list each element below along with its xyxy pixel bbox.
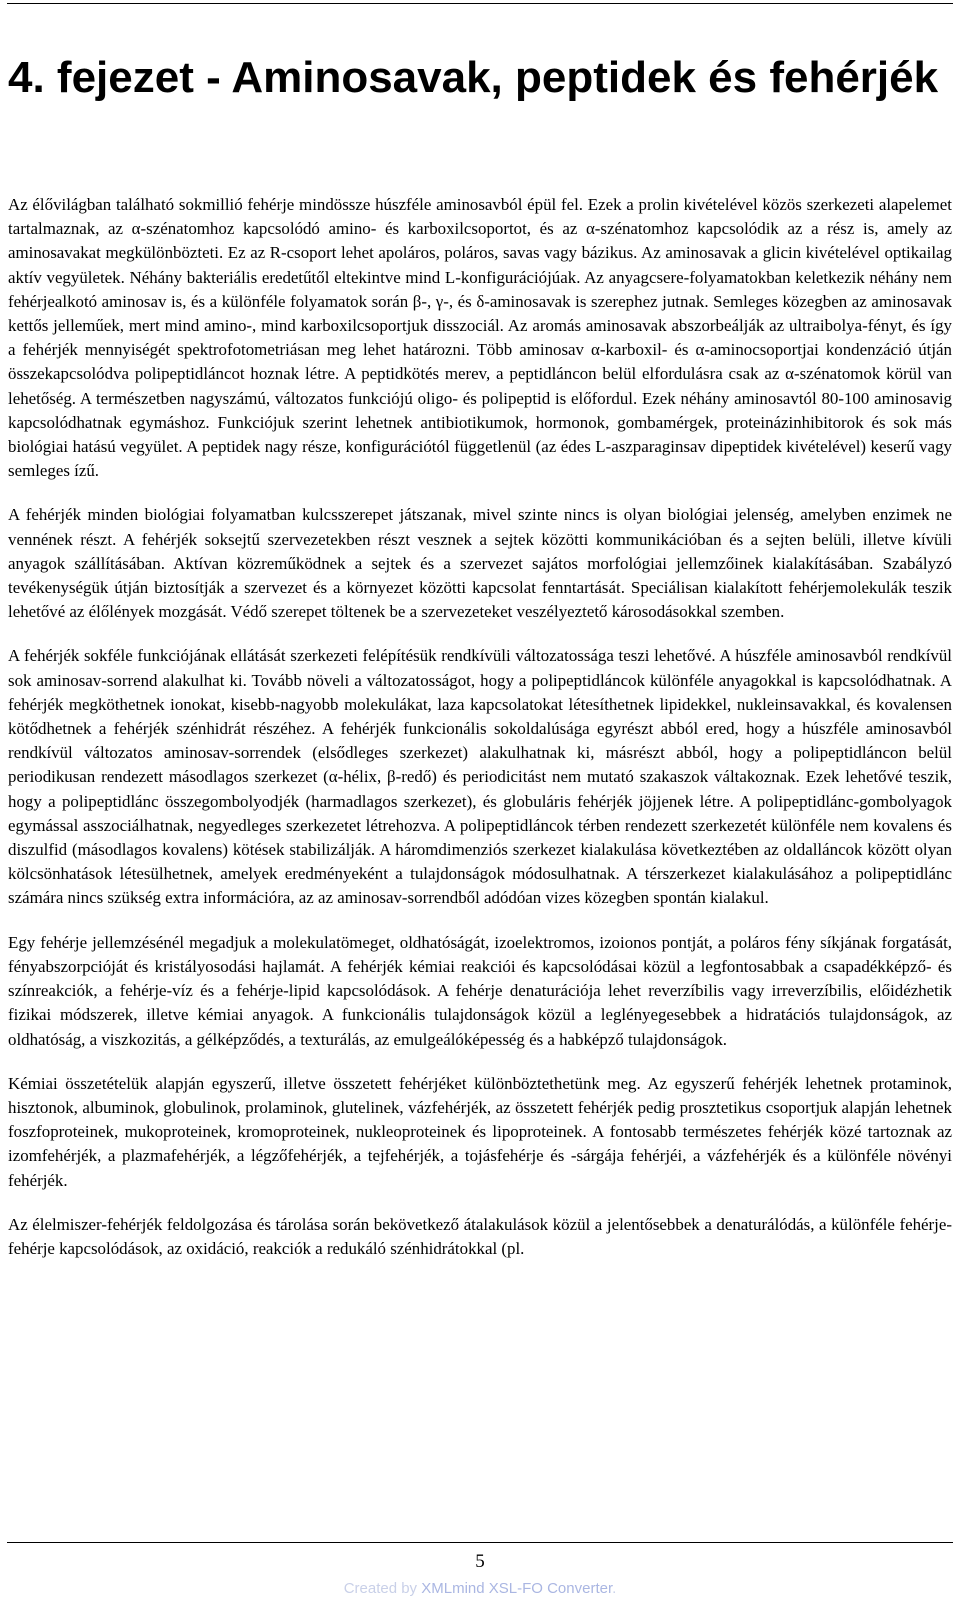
paragraph-5: Kémiai összetételük alapján egyszerű, illetve összetett fehérjéket különböztethetünk meg. Az egyszerű fehérjék lehetnek protaminok, hisztonok, albuminok, globulinok, prolaminok, glutelinek, vázfehérjék, az összetett fehérjék pedig prosztetikus csoportjuk alapján lehetnek foszfoproteinek, mukoproteinek, kromoproteinek, nukleoproteinek és lipoproteinek. A fontosabb természetes fehérjék közé tartoznak az izomfehérjék, a plazmafehérjék, a légzőfehérjék, a tejfehérjék, a tojásfehérje és -sárgája fehérjéi, a vázfehérjék és a különféle növényi fehérjék. <box>8 1073 952 1190</box>
paragraph-3: A fehérjék sokféle funkciójának ellátását szerkezeti felépítésük rendkívüli változatossága teszi lehetővé. A húszféle aminosavból rendkívül sok aminosav-sorrend alakulhat ki. Tovább növeli a változatosságot, hogy a polipeptidláncok különféle anyagokkal is kapcsolódhatnak. A fehérjék megköthetnek ionokat, kisebb-nagyobb molekulákat, laza kapcsolatokat létesíthetnek lipidekkel, nukleinsavakkal, és kovalensen kötődhetnek a fehérjék szénhidrát részéhez. A fehérjék funkcionális sokoldalúsága egyrészt abból ered, hogy a húszféle aminosavból rendkívül változatos aminosav-sorrendek (elsődleges szerkezet) alakulhatnak ki, másrészt abból, hogy a polipeptidláncon belül periodikusan rendezett másodlagos szerkezet (α-hélix, β-redő) és periodicitást nem mutató szakaszok váltakoznak. Ezek lehetővé teszik, hogy a polipeptidlánc összegombolyodjék (harmadlagos szerkezet), és globuláris fehérjék jöjjenek létre. A polipeptidlánc-gombolyagok egymással asszociálhatnak, negyedleges szerkezetet létrehozva. A polipeptidláncok térben rendezett szerkezetét különféle nem kovalens és diszulfid (másodlagos kovalens) kötések stabilizálják. A háromdimenziós szerkezet kialakulása következtében az oldalláncok között olyan kölcsönhatások létesülhetnek, amelyek eredményeként a tulajdonságok módosulhatnak. A térszerkezet kialakulásához a polipeptidlánc számára nincs szükség extra információra, az az aminosav-sorrendből adódóan vizes közegben spontán kialakul. <box>8 646 952 908</box>
chapter-title: 4. fejezet - Aminosavak, peptidek és fehérjék <box>8 53 939 102</box>
page-number: 5 <box>475 1551 485 1572</box>
chapter-body <box>8 193 952 1281</box>
paragraph-4: Egy fehérje jellemzésénél megadjuk a molekulatömeget, oldhatóságát, izoelektromos, izoionos pontját, a poláros fény síkjának forgatását, fényabszorpcióját és kristályosodási hajlamát. A fehérjék kémiai reakciói és kapcsolódásai közül a legfontosabbak a csapadékképző- és színreakciók, a fehérje-víz és a fehérje-lipid kapcsolódások. A fehérje denaturációja lehet reverzíbilis vagy irreverzíbilis, előidézhetik fizikai módszerek, illetve kémiai anyagok. A funkcionális tulajdonságok közül a leglényegesebbek a hidratációs tulajdonságok, az oldhatóság, a viszkozitás, a gélképződés, a texturálás, az emulgeálóképesség és a habképző tulajdonságok. <box>8 932 952 1049</box>
watermark-link[interactable]: XMLmind XSL-FO Converter <box>421 1580 613 1597</box>
footer-rule <box>7 1542 953 1543</box>
watermark-prefix: Created by <box>343 1580 422 1597</box>
paragraph-2: A fehérjék minden biológiai folyamatban kulcsszerepet játszanak, mivel szinte nincs is olyan biológiai jelenség, amelyben enzimek ne vennének részt. A fehérjék soksejtű szervezetekben részt vesznek a sejtek közötti kommunikációban és a sejten belüli, illetve kívüli anyagok szállításában. Aktívan közreműködnek a sejtek és a szervezet sajátos morfológiai jellemzőinek kialakításában. Szabályzó tevékenységük útján biztosítják a szervezet és a környezet közötti kapcsolat fenntartását. Speciálisan kialakított fehérjemolekulák teszik lehetővé az élőlények mozgását. Védő szerepet töltenek be a szervezeteket veszélyeztető károsodásokkal szemben. <box>8 505 952 622</box>
header-rule <box>7 3 953 4</box>
paragraph-6: Az élelmiszer-fehérjék feldolgozása és tárolása során bekövetkező átalakulások közül a jelentősebbek a denaturálódás, a különféle fehérje-fehérje kapcsolódások, az oxidáció, reakciók a redukáló szénhidrátokkal (pl. <box>8 1214 952 1258</box>
paragraph-1: Az élővilágban található sokmillió fehérje mindössze húszféle aminosavból épül fel. Ezek a prolin kivételével közös szerkezeti alapelemet tartalmaznak, az α-szénatomhoz kapcsolódó amino- és karboxilcsoportot, és az α-szénatomhoz kapcsolódik az a rész is, amely az aminosavakat megkülönbözteti. Ez az R-csoport lehet apoláros, poláros, savas vagy bázikus. Az aminosavak a glicin kivételével optikailag aktív vegyületek. Néhány bakteriális eredetűtől eltekintve mind L-konfigurációjúak. Az anyagcsere-folyamatokban keletkezik néhány nem fehérjealkotó aminosav is, és a különféle folyamatok során β-, γ-, és δ-aminosavak is szerephez jutnak. Semleges közegben az aminosavak kettős jelleműek, mert mind amino-, mind karboxilcsoportjuk disszociál. Az aromás aminosavak abszorbeálják az ultraibolya-fényt, és így a fehérjék mennyiségét spektrofotometriásan meg lehet határozni. Több aminosav α-karboxil- és α-aminocsoportjai kondenzáció útján összekapcsolódva polipeptidláncot hoznak létre. A peptidkötés merev, a peptidláncon belül elfordulásra csak az α-szénatomok körül van lehetőség. A természetben nagyszámú, változatos funkciójú oligo- és polipeptid is előfordul. Ezek néhány aminosavtól 80-100 aminosavig kapcsolódhatnak egymáshoz. Funkciójuk szerint lehetnek antibiotikumok, hormonok, gombamérgek, proteinázinhibitorok és sok más biológiai hatású vegyület. A peptidek nagy része, konfigurációtól függetlenül (az édes L-aszparaginsav dipeptidek kivételével) keserű vagy semleges ízű. <box>8 195 952 481</box>
converter-watermark <box>0 1580 960 1598</box>
watermark-suffix: . <box>612 1580 617 1597</box>
